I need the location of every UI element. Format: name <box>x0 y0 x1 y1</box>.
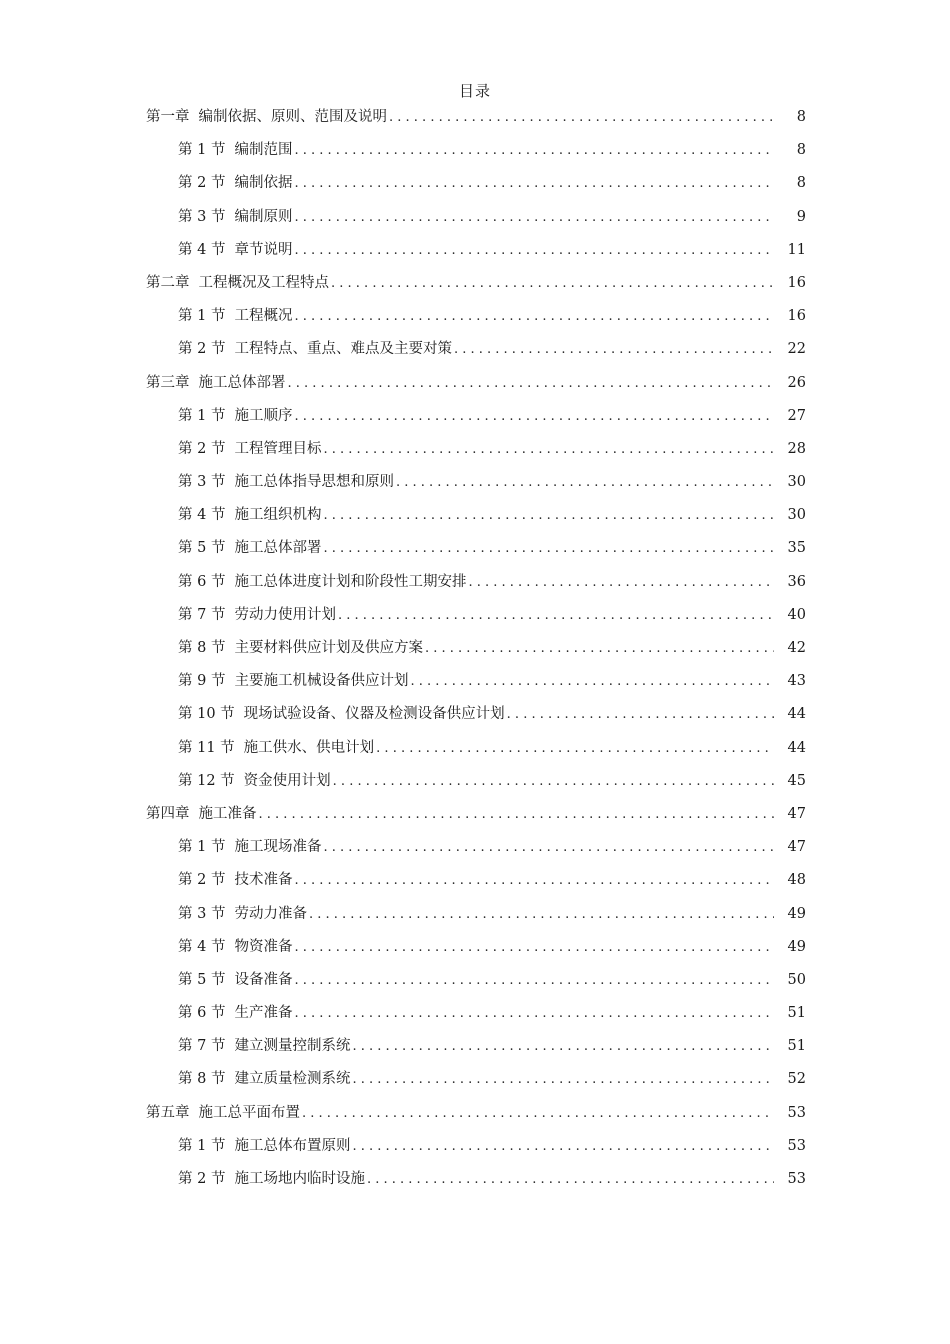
toc-entry-number: 第 9 节 <box>178 673 226 690</box>
toc-entry-label: 劳动力使用计划 <box>234 606 336 623</box>
toc-dot-leader <box>331 273 774 295</box>
toc-entry-label: 技术准备 <box>234 872 293 889</box>
toc-entry-number: 第 5 节 <box>178 971 226 988</box>
toc-entry-text <box>178 438 321 460</box>
toc-dot-leader <box>323 538 774 560</box>
toc-dot-leader <box>507 704 774 726</box>
toc-page-number: 53 <box>787 1137 806 1154</box>
toc-page-number: 48 <box>787 872 806 889</box>
toc-dot-leader <box>259 804 775 826</box>
toc-entry-number: 第 8 节 <box>178 1071 226 1088</box>
toc-entry-text <box>146 372 286 394</box>
toc-entry-number: 第 3 节 <box>178 905 226 922</box>
toc-entry-number: 第 10 节 <box>178 706 235 723</box>
toc-entry-label: 施工总体部署 <box>198 374 286 391</box>
toc-page-number: 52 <box>787 1071 806 1088</box>
toc-entry-number: 第 2 节 <box>178 175 226 192</box>
toc-page-number: 47 <box>787 805 806 822</box>
toc-chapter-entry[interactable] <box>0 106 950 139</box>
toc-entry-number: 第 1 节 <box>178 839 226 856</box>
toc-entry-label: 编制依据、原则、范围及说明 <box>198 109 387 125</box>
toc-section-entry[interactable] <box>0 969 950 1002</box>
toc-dot-leader <box>302 1103 774 1125</box>
toc-entry-number: 第 7 节 <box>178 1038 226 1055</box>
toc-entry-text <box>178 1068 350 1090</box>
toc-entry-number: 第 2 节 <box>178 440 226 457</box>
toc-entry-text <box>178 969 292 991</box>
toc-page-number: 28 <box>787 440 806 457</box>
toc-entry-text <box>178 869 292 891</box>
toc-section-entry[interactable] <box>0 604 950 637</box>
toc-chapter-entry[interactable] <box>0 372 950 405</box>
toc-dot-leader <box>294 140 774 162</box>
toc-dot-leader <box>333 771 774 793</box>
toc-section-entry[interactable] <box>0 936 950 969</box>
toc-entry-text <box>178 338 452 360</box>
toc-entry-number: 第 2 节 <box>178 1171 226 1187</box>
toc-entry-label: 编制范围 <box>234 142 293 159</box>
toc-dot-leader <box>338 605 774 627</box>
toc-section-entry[interactable] <box>0 438 950 471</box>
toc-entry-text <box>178 1035 350 1057</box>
toc-entry-text <box>146 803 257 825</box>
toc-entry-number: 第 2 节 <box>178 341 226 358</box>
toc-page-number: 36 <box>787 573 806 590</box>
toc-section-entry[interactable] <box>0 869 950 902</box>
toc-entry-label: 施工总体进度计划和阶段性工期安排 <box>234 573 467 590</box>
toc-entry-label: 主要材料供应计划及供应方案 <box>234 640 423 656</box>
toc-entry-label: 建立测量控制系统 <box>234 1038 351 1055</box>
toc-entry-label: 主要施工机械设备供应计划 <box>234 673 409 690</box>
toc-entry-number: 第 3 节 <box>178 208 226 225</box>
toc-entry-label: 施工顺序 <box>234 407 293 424</box>
toc-section-entry[interactable] <box>0 703 950 736</box>
toc-dot-leader <box>352 1136 774 1158</box>
toc-page-number: 11 <box>787 241 806 258</box>
toc-entry-label: 章节说明 <box>234 241 293 258</box>
toc-section-entry[interactable] <box>0 504 950 537</box>
toc-entry-label: 工程特点、重点、难点及主要对策 <box>234 341 452 358</box>
toc-entry-label: 施工总平面布置 <box>198 1104 300 1121</box>
toc-entry-number: 第四章 <box>146 805 190 822</box>
toc-entry-label: 现场试验设备、仪器及检测设备供应计划 <box>243 706 505 723</box>
toc-dot-leader <box>294 406 774 428</box>
toc-page-number: 35 <box>787 540 806 557</box>
toc-entry-text <box>178 1168 365 1190</box>
toc-entry-number: 第三章 <box>146 374 190 391</box>
toc-entry-label: 工程概况及工程特点 <box>198 274 329 291</box>
toc-entry-number: 第 8 节 <box>178 640 226 656</box>
toc-page-number: 30 <box>787 507 806 524</box>
toc-entry-label: 施工组织机构 <box>234 507 322 524</box>
toc-entry-text <box>178 504 321 526</box>
toc-entry-text <box>178 637 423 659</box>
toc-entry-label: 设备准备 <box>234 971 293 988</box>
toc-entry-number: 第 6 节 <box>178 1005 226 1022</box>
toc-section-entry[interactable] <box>0 1068 950 1101</box>
toc-section-entry[interactable] <box>0 903 950 936</box>
toc-section-entry[interactable] <box>0 239 950 272</box>
toc-dot-leader <box>288 373 775 395</box>
toc-entry-label: 施工总体指导思想和原则 <box>234 474 394 491</box>
toc-dot-leader <box>294 207 774 229</box>
toc-entry-text <box>178 305 292 327</box>
toc-section-entry[interactable] <box>0 471 950 504</box>
toc-entry-number: 第 4 节 <box>178 507 226 524</box>
toc-section-entry[interactable] <box>0 537 950 570</box>
toc-dot-leader <box>376 738 774 760</box>
toc-page-number: 49 <box>787 938 806 955</box>
toc-section-entry[interactable] <box>0 405 950 438</box>
toc-entry-label: 施工场地内临时设施 <box>234 1171 365 1187</box>
toc-section-entry[interactable] <box>0 836 950 869</box>
toc-entry-text <box>178 737 374 759</box>
toc-entry-number: 第五章 <box>146 1104 190 1121</box>
toc-page-number: 16 <box>787 308 806 325</box>
toc-dot-leader <box>410 671 774 693</box>
toc-page-number: 44 <box>787 739 806 756</box>
toc-entry-label: 生产准备 <box>234 1005 293 1022</box>
toc-section-entry[interactable] <box>0 770 950 803</box>
toc-page-number: 44 <box>787 706 806 723</box>
toc-entry-text <box>178 571 466 593</box>
toc-entry-number: 第 4 节 <box>178 938 226 955</box>
toc-entry-text <box>178 836 321 858</box>
toc-entry-text <box>178 1002 292 1024</box>
toc-page-number: 47 <box>787 839 806 856</box>
toc-entry-number: 第 3 节 <box>178 474 226 491</box>
toc-list <box>0 106 950 1201</box>
toc-entry-text <box>178 172 292 194</box>
toc-entry-label: 编制依据 <box>234 175 293 192</box>
toc-section-entry[interactable] <box>0 139 950 172</box>
toc-page-number: 30 <box>787 474 806 491</box>
toc-entry-number: 第 4 节 <box>178 241 226 258</box>
toc-dot-leader <box>323 505 774 527</box>
toc-section-entry[interactable] <box>0 338 950 371</box>
toc-entry-text <box>178 670 408 692</box>
toc-dot-leader <box>294 173 774 195</box>
toc-page-number: 40 <box>787 606 806 623</box>
toc-entry-text <box>178 471 394 493</box>
toc-entry-label: 物资准备 <box>234 938 293 955</box>
toc-entry-label: 施工总体部署 <box>234 540 322 557</box>
toc-entry-label: 资金使用计划 <box>243 772 331 789</box>
toc-entry-number: 第 5 节 <box>178 540 226 557</box>
toc-section-entry[interactable] <box>0 1035 950 1068</box>
toc-section-entry[interactable] <box>0 1002 950 1035</box>
toc-section-entry[interactable] <box>0 1168 950 1201</box>
toc-page-number: 8 <box>796 175 806 192</box>
toc-section-entry[interactable] <box>0 1135 950 1168</box>
toc-entry-label: 施工准备 <box>198 805 257 822</box>
toc-entry-label: 劳动力准备 <box>234 905 307 922</box>
toc-entry-text <box>178 405 292 427</box>
toc-entry-label: 施工总体布置原则 <box>234 1137 351 1154</box>
toc-entry-text <box>178 703 505 725</box>
toc-chapter-entry[interactable] <box>0 803 950 836</box>
toc-entry-label: 施工现场准备 <box>234 839 322 856</box>
toc-section-entry[interactable] <box>0 571 950 604</box>
toc-page-number: 26 <box>787 374 806 391</box>
toc-entry-number: 第 6 节 <box>178 573 226 590</box>
toc-dot-leader <box>352 1036 774 1058</box>
toc-entry-text <box>178 770 331 792</box>
toc-page-number: 9 <box>796 208 806 225</box>
toc-page-number: 16 <box>787 274 806 291</box>
toc-page-number: 50 <box>787 971 806 988</box>
toc-title: 目录 <box>458 82 491 100</box>
toc-page-number: 8 <box>796 142 806 159</box>
toc-page-number: 53 <box>787 1104 806 1121</box>
toc-dot-leader <box>294 937 774 959</box>
toc-entry-text <box>178 936 292 958</box>
toc-entry-text <box>178 537 321 559</box>
toc-entry-text <box>178 604 336 626</box>
toc-page-number: 51 <box>787 1005 806 1022</box>
toc-dot-leader <box>323 837 774 859</box>
toc-entry-text <box>178 903 307 925</box>
toc-page-number: 49 <box>787 905 806 922</box>
toc-section-entry[interactable] <box>0 737 950 770</box>
toc-entry-text <box>178 239 292 261</box>
toc-entry-text <box>178 206 292 228</box>
toc-dot-leader <box>294 970 774 992</box>
toc-page-number: 22 <box>787 341 806 358</box>
toc-entry-text <box>178 139 292 161</box>
toc-dot-leader <box>294 1003 774 1025</box>
toc-section-entry[interactable] <box>0 305 950 338</box>
toc-section-entry[interactable] <box>0 670 950 703</box>
toc-chapter-entry[interactable] <box>0 272 950 305</box>
toc-entry-number: 第 7 节 <box>178 606 226 623</box>
toc-dot-leader <box>389 107 774 129</box>
toc-page-number: 8 <box>796 109 806 125</box>
toc-page-number: 42 <box>787 640 806 656</box>
toc-entry-label: 施工供水、供电计划 <box>243 739 375 756</box>
toc-page-number: 43 <box>787 673 806 690</box>
toc-entry-number: 第 12 节 <box>178 772 235 789</box>
toc-dot-leader <box>294 306 774 328</box>
toc-page-number: 53 <box>787 1171 806 1187</box>
toc-entry-label: 建立质量检测系统 <box>234 1071 351 1088</box>
toc-entry-number: 第二章 <box>146 274 190 291</box>
toc-entry-number: 第 2 节 <box>178 872 226 889</box>
toc-section-entry[interactable] <box>0 206 950 239</box>
toc-dot-leader <box>468 572 774 594</box>
toc-page-number: 45 <box>787 772 806 789</box>
toc-dot-leader <box>454 339 774 361</box>
toc-dot-leader <box>294 240 774 262</box>
toc-entry-label: 工程管理目标 <box>234 440 322 457</box>
toc-dot-leader <box>294 870 774 892</box>
toc-entry-number: 第 1 节 <box>178 1137 226 1154</box>
toc-dot-leader <box>309 904 774 926</box>
toc-entry-number: 第 11 节 <box>178 739 235 756</box>
toc-page-number: 27 <box>787 407 806 424</box>
toc-dot-leader <box>323 439 774 461</box>
toc-section-entry[interactable] <box>0 172 950 205</box>
toc-entry-label: 工程概况 <box>234 308 293 325</box>
toc-entry-number: 第 1 节 <box>178 407 226 424</box>
toc-page-number: 51 <box>787 1038 806 1055</box>
toc-entry-number: 第一章 <box>146 109 190 125</box>
toc-dot-leader <box>425 638 774 660</box>
toc-entry-number: 第 1 节 <box>178 142 226 159</box>
toc-section-entry[interactable] <box>0 637 950 670</box>
toc-entry-text <box>146 272 329 294</box>
toc-dot-leader <box>396 472 774 494</box>
toc-entry-text <box>178 1135 350 1157</box>
toc-dot-leader <box>352 1069 774 1091</box>
toc-entry-label: 编制原则 <box>234 208 293 225</box>
toc-dot-leader <box>367 1169 774 1191</box>
toc-chapter-entry[interactable] <box>0 1102 950 1135</box>
toc-entry-number: 第 1 节 <box>178 308 226 325</box>
toc-entry-text <box>146 106 387 128</box>
toc-entry-text <box>146 1102 300 1124</box>
